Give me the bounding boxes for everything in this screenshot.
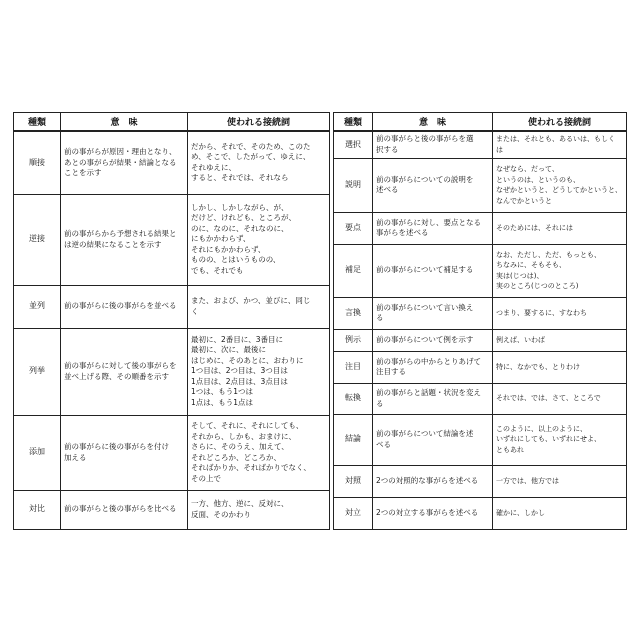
header-row (334, 113, 627, 132)
table-row (14, 285, 330, 328)
table-row (334, 329, 627, 351)
col-header-meaning: 意 味 (61, 113, 188, 132)
cell-conjunctions: 一方、他方、逆に、反対に、 反面、そのかわり (188, 490, 330, 529)
table-row (14, 131, 330, 194)
table-row (14, 415, 330, 490)
cell-meaning: 前の事がらについて例を示す (373, 329, 493, 351)
conjunction-table-right (333, 112, 627, 530)
table-row (14, 328, 330, 415)
cell-type: 対立 (334, 497, 373, 529)
cell-conjunctions: しかし、しかしながら、が、 だけど、けれども、ところが、 のに、なのに、それなのに、 にもかかわらず、 それにもかかわらず、 ものの、とはいうものの、 でも、それでも (188, 194, 330, 285)
cell-conjunctions: つまり、要するに、すなわち (493, 297, 627, 329)
table-row (334, 158, 627, 212)
cell-type: 言換 (334, 297, 373, 329)
col-header-conjunctions: 使われる接続詞 (188, 113, 330, 132)
cell-conjunctions: 確かに、しかし (493, 497, 627, 529)
cell-meaning: 前の事がらと後の事がらを比べる (61, 490, 188, 529)
table-row (334, 414, 627, 465)
cell-conjunctions: 一方では、他方では (493, 465, 627, 497)
cell-conjunctions: なお、ただし、ただ、もっとも、 ちなみに、そもそも、 実は(じつは)、 実のところ(じつのところ) (493, 244, 627, 297)
cell-conjunctions: このように、以上のように、 いずれにしても、いずれにせよ、 ともあれ (493, 414, 627, 465)
cell-type: 並列 (14, 285, 61, 328)
cell-conjunctions: また、および、かつ、並びに、同じ く (188, 285, 330, 328)
cell-type: 列挙 (14, 328, 61, 415)
col-header-conjunctions: 使われる接続詞 (493, 113, 627, 132)
cell-conjunctions: それでは、では、さて、ところで (493, 383, 627, 414)
cell-type: 選択 (334, 131, 373, 158)
cell-meaning: 前の事がらと後の事がらを選 択する (373, 131, 493, 158)
col-header-type: 種類 (334, 113, 373, 132)
cell-meaning: 前の事がらについての説明を 述べる (373, 158, 493, 212)
table-row (334, 465, 627, 497)
cell-meaning: 前の事がらに後の事がらを並べる (61, 285, 188, 328)
cell-meaning: 前の事がらに対して後の事がらを 並べ上げる際、その順番を示す (61, 328, 188, 415)
table-row (334, 131, 627, 158)
cell-conjunctions: そして、それに、それにしても、 それから、しかも、おまけに、 さらに、そのうえ、加えて、 それどころか、どころか、 そればかりか、そればかりでなく、 その上で (188, 415, 330, 490)
cell-type: 説明 (334, 158, 373, 212)
cell-meaning: 前の事がらの中からとりあげて 注目する (373, 351, 493, 383)
table-row (334, 297, 627, 329)
cell-type: 順接 (14, 131, 61, 194)
table-row (334, 351, 627, 383)
cell-meaning: 前の事がらに対し、要点となる 事がらを述べる (373, 212, 493, 244)
cell-meaning: 2つの対立する事がらを述べる (373, 497, 493, 529)
header-row (14, 113, 330, 132)
table-row (334, 212, 627, 244)
cell-meaning: 前の事がらが原因・理由となり、 あとの事がらが結果・結論となる ことを示す (61, 131, 188, 194)
col-header-meaning: 意 味 (373, 113, 493, 132)
cell-type: 補足 (334, 244, 373, 297)
table-row (14, 490, 330, 529)
cell-type: 注目 (334, 351, 373, 383)
table-row (334, 383, 627, 414)
cell-conjunctions: なぜなら、だって、 というのは、というのも、 なぜかというと、どうしてかというと、 なんでかというと (493, 158, 627, 212)
cell-meaning: 前の事がらについて補足する (373, 244, 493, 297)
cell-type: 例示 (334, 329, 373, 351)
cell-meaning: 前の事がらについて言い換え る (373, 297, 493, 329)
cell-type: 要点 (334, 212, 373, 244)
cell-type: 対照 (334, 465, 373, 497)
cell-meaning: 前の事がらに後の事がらを付け 加える (61, 415, 188, 490)
cell-type: 添加 (14, 415, 61, 490)
cell-conjunctions: 特に、なかでも、とりわけ (493, 351, 627, 383)
cell-type: 逆接 (14, 194, 61, 285)
cell-meaning: 前の事がらについて結論を述 べる (373, 414, 493, 465)
cell-conjunctions: または、それとも、あるいは、もしく は (493, 131, 627, 158)
cell-conjunctions: だから、それで、そのため、このた め、そこで、したがって、ゆえに、 それゆえに、 すると、それでは、それなら (188, 131, 330, 194)
cell-conjunctions: 例えば、いわば (493, 329, 627, 351)
table-row (334, 497, 627, 529)
table-row (14, 194, 330, 285)
cell-type: 転換 (334, 383, 373, 414)
col-header-type: 種類 (14, 113, 61, 132)
table-row (334, 244, 627, 297)
cell-meaning: 2つの対照的な事がらを述べる (373, 465, 493, 497)
cell-type: 結論 (334, 414, 373, 465)
cell-conjunctions: そのためには、それには (493, 212, 627, 244)
cell-meaning: 前の事がらから予想される結果と は逆の結果になることを示す (61, 194, 188, 285)
cell-conjunctions: 最初に、2番目に、3番目に 最初に、次に、最後に はじめに、そのあとに、おわりに 1つ目は、2つ目は、3つ目は 1点目は、2点目は、3点目は 1つは、もう1つは 1点は、もう1点は (188, 328, 330, 415)
cell-meaning: 前の事がらと話題・状況を変え る (373, 383, 493, 414)
conjunction-table-left (13, 112, 330, 530)
cell-type: 対比 (14, 490, 61, 529)
